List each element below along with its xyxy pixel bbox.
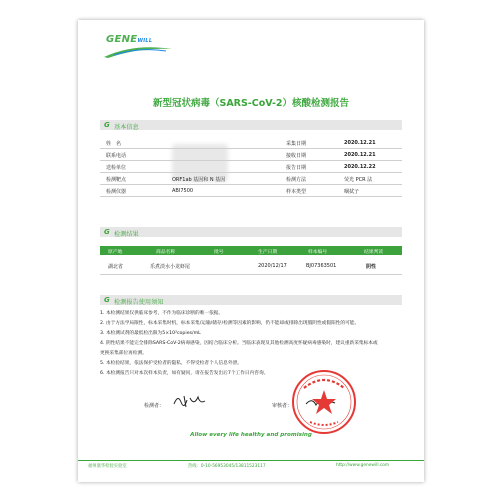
info-label: 报告日期 bbox=[286, 165, 307, 171]
footer bbox=[78, 460, 424, 476]
info-row bbox=[100, 185, 402, 197]
column-header: 结果判读 bbox=[364, 249, 384, 255]
basic-info-header bbox=[100, 120, 402, 130]
info-label: 检测仪器 bbox=[106, 189, 127, 195]
results-heading: 检测结果 bbox=[114, 230, 139, 238]
logo-brand: GENE bbox=[106, 34, 138, 45]
info-value: 2020.12.21 bbox=[344, 140, 376, 146]
footer-phone: 热线：0-10-56953045/13811523117 bbox=[188, 464, 266, 469]
info-row bbox=[100, 137, 402, 149]
results-header bbox=[100, 227, 402, 237]
table-cell: 乐煮淡水小龙虾尾 bbox=[150, 264, 191, 270]
g-mark-icon: G bbox=[104, 296, 110, 304]
info-value: 咽拭子 bbox=[344, 189, 360, 195]
note-item: 1. 本检测结果仅供临床参考，不作为临床诊断的唯一依据。 bbox=[100, 311, 224, 316]
footer-company: 福州康华检验实验室 bbox=[88, 464, 127, 469]
column-header: 生产日期 bbox=[258, 249, 278, 255]
tester-label: 检测者： bbox=[144, 403, 165, 409]
note-item: 4. 阴性结果不能完全排除SARS-CoV-2病毒感染，因结合临床分析。当临床表现及其他检测高度怀疑病毒感染时，建议重新采集标本或 bbox=[100, 341, 378, 346]
table-cell: 湖北省 bbox=[108, 264, 124, 270]
logo-brand-suffix: WILL bbox=[137, 38, 153, 44]
results-table-header bbox=[100, 246, 402, 255]
info-label: 样本类型 bbox=[286, 189, 307, 195]
table-cell: 阴性 bbox=[366, 264, 377, 270]
note-item: 6. 本检测报告只对本次样本负责，如有疑问，请在报告发出后7个工作日内咨询。 bbox=[100, 371, 269, 376]
slogan: Allow every life healthy and promising bbox=[190, 432, 312, 438]
column-header: 样本编号 bbox=[308, 249, 328, 255]
info-value: 2020.12.22 bbox=[344, 164, 376, 170]
report-title: 新型冠状病毒（SARS-CoV-2）核酸检测报告 bbox=[152, 98, 349, 109]
column-header: 商品名称 bbox=[156, 249, 176, 255]
info-label: 检测靶点 bbox=[106, 177, 127, 183]
info-label: 姓 名 bbox=[106, 141, 122, 147]
column-header: 批号 bbox=[214, 249, 224, 255]
info-row bbox=[100, 149, 402, 161]
info-label: 送检单位 bbox=[106, 165, 127, 171]
note-item: 2. 由于方法学局限性，标本采集时机，标本采集/运输/储存/检测等因素的影响，仍不能却或排除出现假阴性或假阳性的可能。 bbox=[100, 321, 360, 326]
info-label: 采集日期 bbox=[286, 141, 307, 147]
notes-heading: 检测报告使用须知 bbox=[114, 298, 164, 306]
info-value: 2020.12.21 bbox=[344, 152, 376, 158]
basic-info-heading: 基本信息 bbox=[114, 123, 139, 131]
table-cell: 2020/12/17 bbox=[258, 263, 287, 269]
footer-website: http://www.genewill.com bbox=[336, 463, 390, 468]
reviewer-label: 审核者： bbox=[272, 403, 293, 409]
note-item: 3. 本检测试剂的最低检出限为5×10²copies/mL bbox=[100, 331, 201, 336]
info-value: ORF1ab 基因和 N 基因 bbox=[172, 177, 226, 183]
info-label: 联系电话 bbox=[106, 153, 127, 159]
note-item: 5. 本检验结果，依法保护受检者的隐私，不得受检者个人信息外泄。 bbox=[100, 361, 242, 366]
note-item: 更换采集部位再检测。 bbox=[100, 351, 147, 356]
results-table-row bbox=[100, 260, 402, 275]
official-stamp-icon bbox=[290, 368, 358, 436]
g-mark-icon: G bbox=[104, 228, 110, 236]
info-value: ABI7500 bbox=[172, 188, 194, 194]
report-page bbox=[78, 20, 424, 482]
g-mark-icon: G bbox=[104, 121, 110, 129]
column-header: 原产地 bbox=[108, 249, 123, 255]
info-value: 荧光 PCR 法 bbox=[344, 177, 373, 183]
info-label: 接收日期 bbox=[286, 153, 307, 159]
info-label: 检测方法 bbox=[286, 177, 307, 183]
info-row bbox=[100, 173, 402, 185]
notes-header bbox=[100, 295, 402, 305]
table-cell: BJ07363501 bbox=[306, 263, 337, 269]
logo-swoosh-icon bbox=[104, 45, 174, 59]
info-row bbox=[100, 161, 402, 173]
tester-signature-icon bbox=[172, 392, 208, 410]
